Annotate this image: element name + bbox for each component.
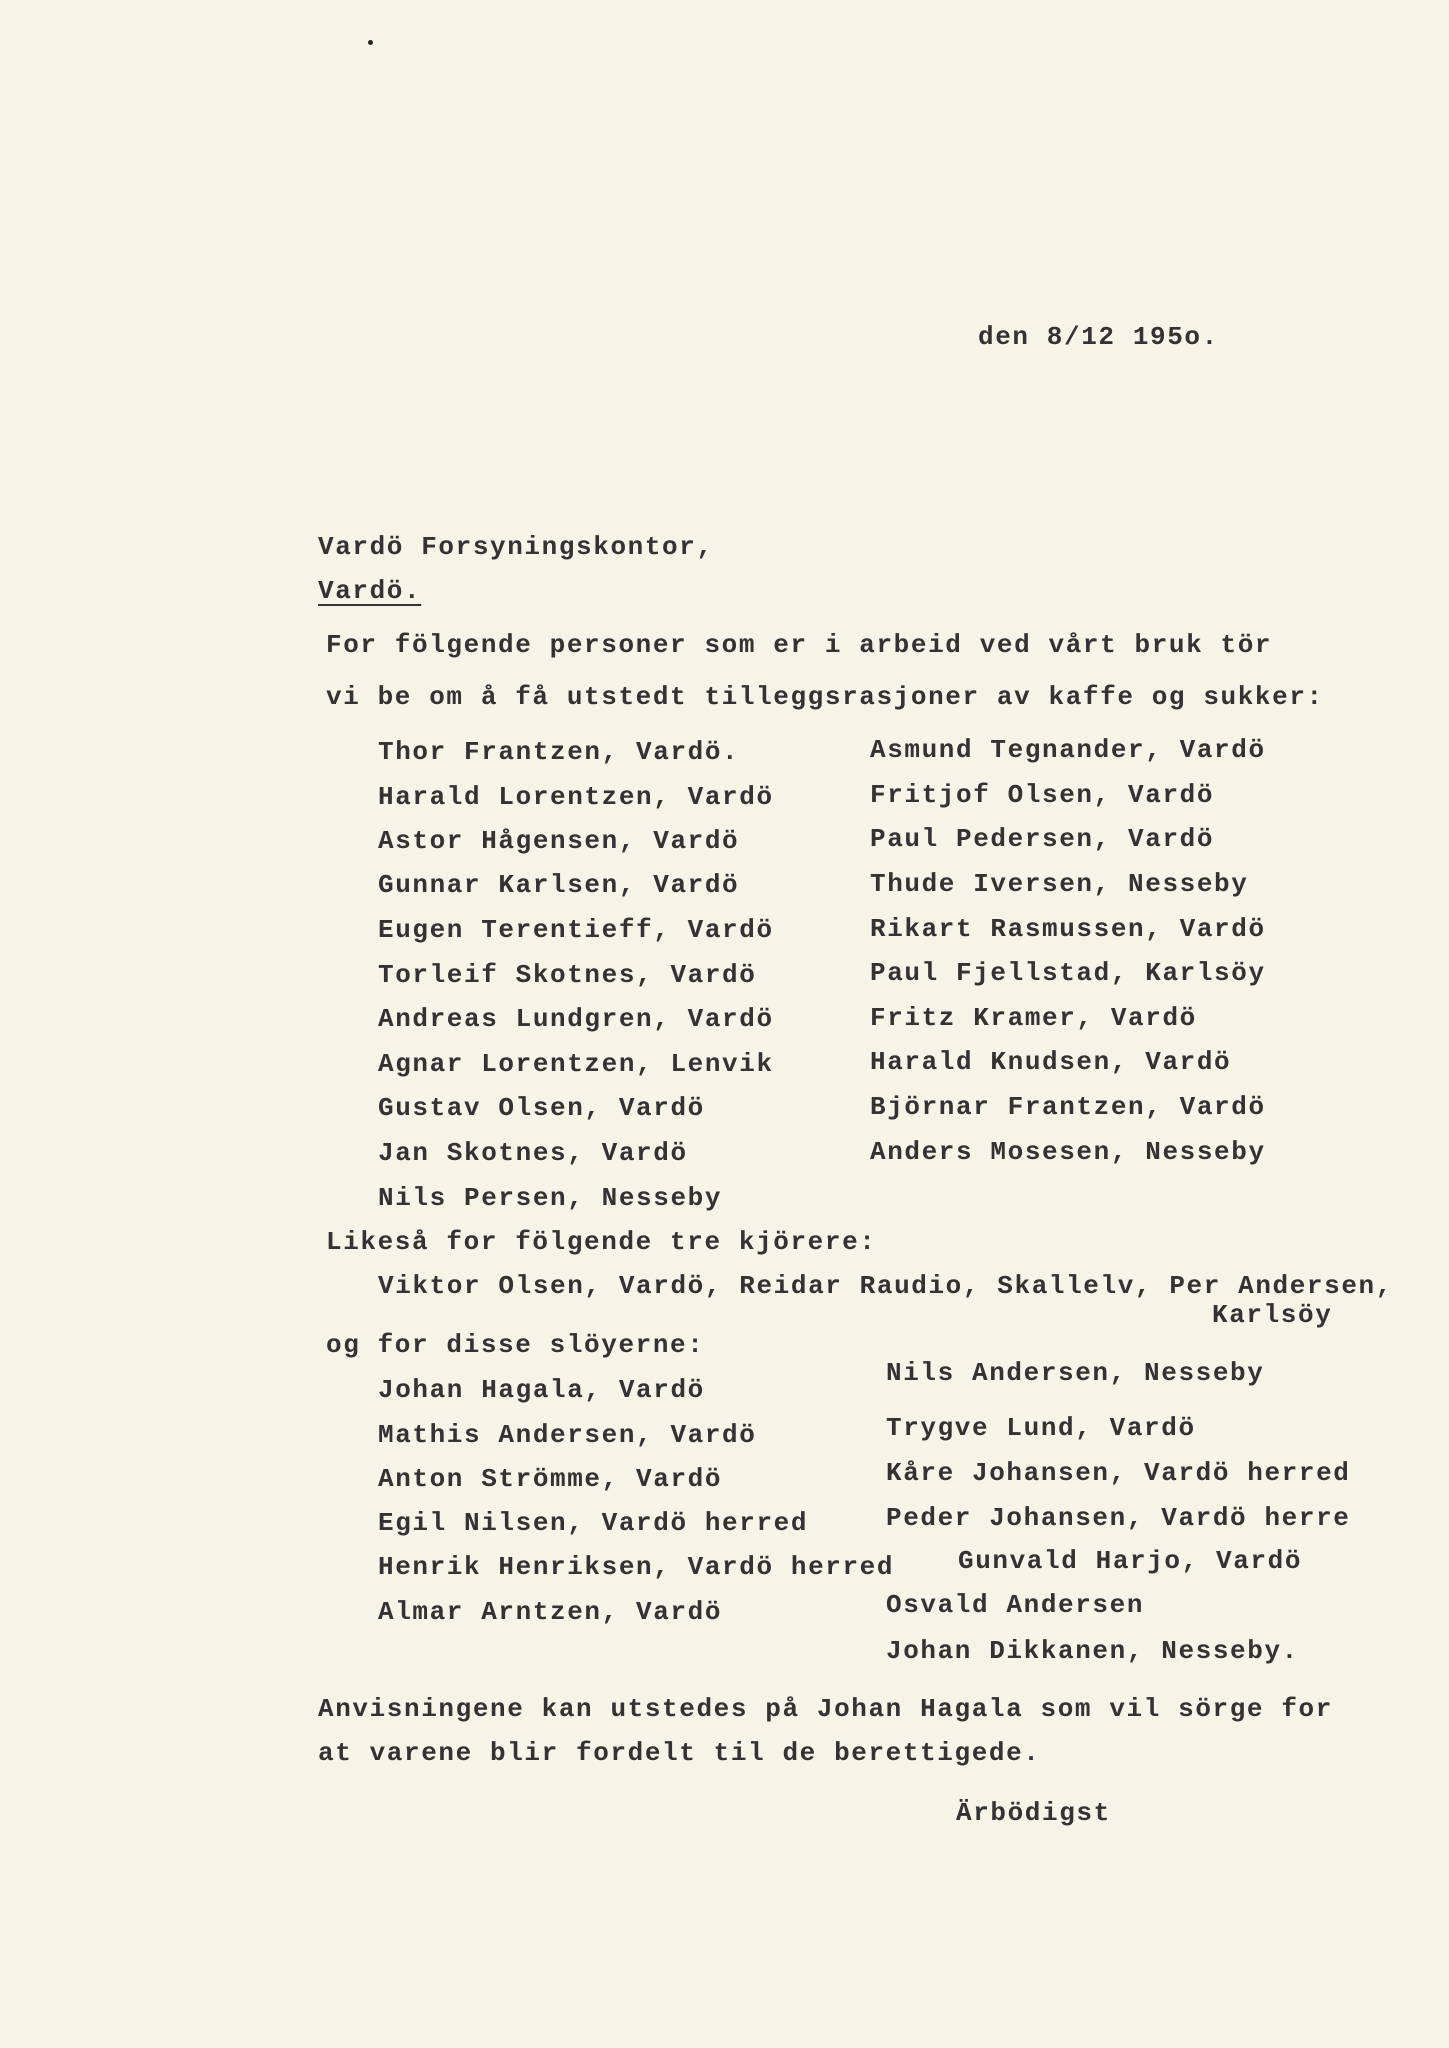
sloyer-right: Peder Johansen, Vardö herre	[886, 1503, 1351, 1533]
sloyer-left: Anton Strömme, Vardö	[378, 1464, 723, 1494]
worker-left: Andreas Lundgren, Vardö	[378, 1004, 774, 1034]
drivers-line-1: Viktor Olsen, Vardö, Reidar Raudio, Skallelv, Per Andersen,	[378, 1271, 1393, 1301]
worker-right: Thude Iversen, Nesseby	[870, 869, 1249, 899]
sloyer-left: Johan Hagala, Vardö	[378, 1375, 705, 1405]
sloyer-left: Mathis Andersen, Vardö	[378, 1420, 757, 1450]
worker-right: Asmund Tegnander, Vardö	[870, 735, 1266, 765]
sloyer-right: Kåre Johansen, Vardö herred	[886, 1458, 1351, 1488]
letter-date: den 8/12 195o.	[978, 322, 1219, 352]
worker-right: Fritz Kramer, Vardö	[870, 1003, 1197, 1033]
recipient-name: Vardö Forsyningskontor,	[318, 532, 714, 562]
worker-right: Paul Fjellstad, Karlsöy	[870, 958, 1266, 988]
worker-right: Björnar Frantzen, Vardö	[870, 1092, 1266, 1122]
intro-line-1: For fölgende personer som er i arbeid ved vårt bruk tör	[326, 630, 1273, 660]
sloyer-left: Henrik Henriksen, Vardö herred	[378, 1552, 895, 1582]
sloyer-right: Trygve Lund, Vardö	[886, 1413, 1196, 1443]
sloyer-right: Gunvald Harjo, Vardö	[958, 1546, 1303, 1576]
closing-line-1: Anvisningene kan utstedes på Johan Hagala som vil sörge for	[318, 1694, 1333, 1724]
worker-right: Rikart Rasmussen, Vardö	[870, 914, 1266, 944]
sloyer-right: Johan Dikkanen, Nesseby.	[886, 1636, 1299, 1666]
closing-line-2: at varene blir fordelt til de berettigede.	[318, 1738, 1041, 1768]
intro-line-2: vi be om å få utstedt tilleggsrasjoner av kaffe og sukker:	[326, 682, 1324, 712]
worker-left: Thor Frantzen, Vardö.	[378, 737, 740, 767]
sloyer-right: Osvald Andersen	[886, 1590, 1145, 1620]
worker-left: Torleif Skotnes, Vardö	[378, 960, 757, 990]
drivers-line-2: Karlsöy	[1212, 1300, 1333, 1330]
worker-left: Agnar Lorentzen, Lenvik	[378, 1049, 774, 1079]
worker-right: Anders Mosesen, Nesseby	[870, 1137, 1266, 1167]
worker-left: Harald Lorentzen, Vardö	[378, 782, 774, 812]
worker-right: Harald Knudsen, Vardö	[870, 1047, 1232, 1077]
worker-left: Gustav Olsen, Vardö	[378, 1093, 705, 1123]
drivers-heading: Likeså for fölgende tre kjörere:	[326, 1227, 877, 1257]
sloyer-left: Egil Nilsen, Vardö herred	[378, 1508, 809, 1538]
sloyer-right: Nils Andersen, Nesseby	[886, 1358, 1265, 1388]
worker-left: Astor Hågensen, Vardö	[378, 826, 740, 856]
signoff: Ärbödigst	[956, 1798, 1111, 1828]
recipient-place: Vardö.	[318, 576, 422, 606]
worker-left: Gunnar Karlsen, Vardö	[378, 870, 740, 900]
sloyer-left: Almar Arntzen, Vardö	[378, 1597, 723, 1627]
sloyers-heading: og for disse slöyerne:	[326, 1330, 705, 1360]
ink-speck	[368, 40, 373, 45]
worker-right: Fritjof Olsen, Vardö	[870, 780, 1215, 810]
worker-left: Nils Persen, Nesseby	[378, 1183, 723, 1213]
worker-left: Eugen Terentieff, Vardö	[378, 915, 774, 945]
worker-left: Jan Skotnes, Vardö	[378, 1138, 688, 1168]
worker-right: Paul Pedersen, Vardö	[870, 824, 1215, 854]
